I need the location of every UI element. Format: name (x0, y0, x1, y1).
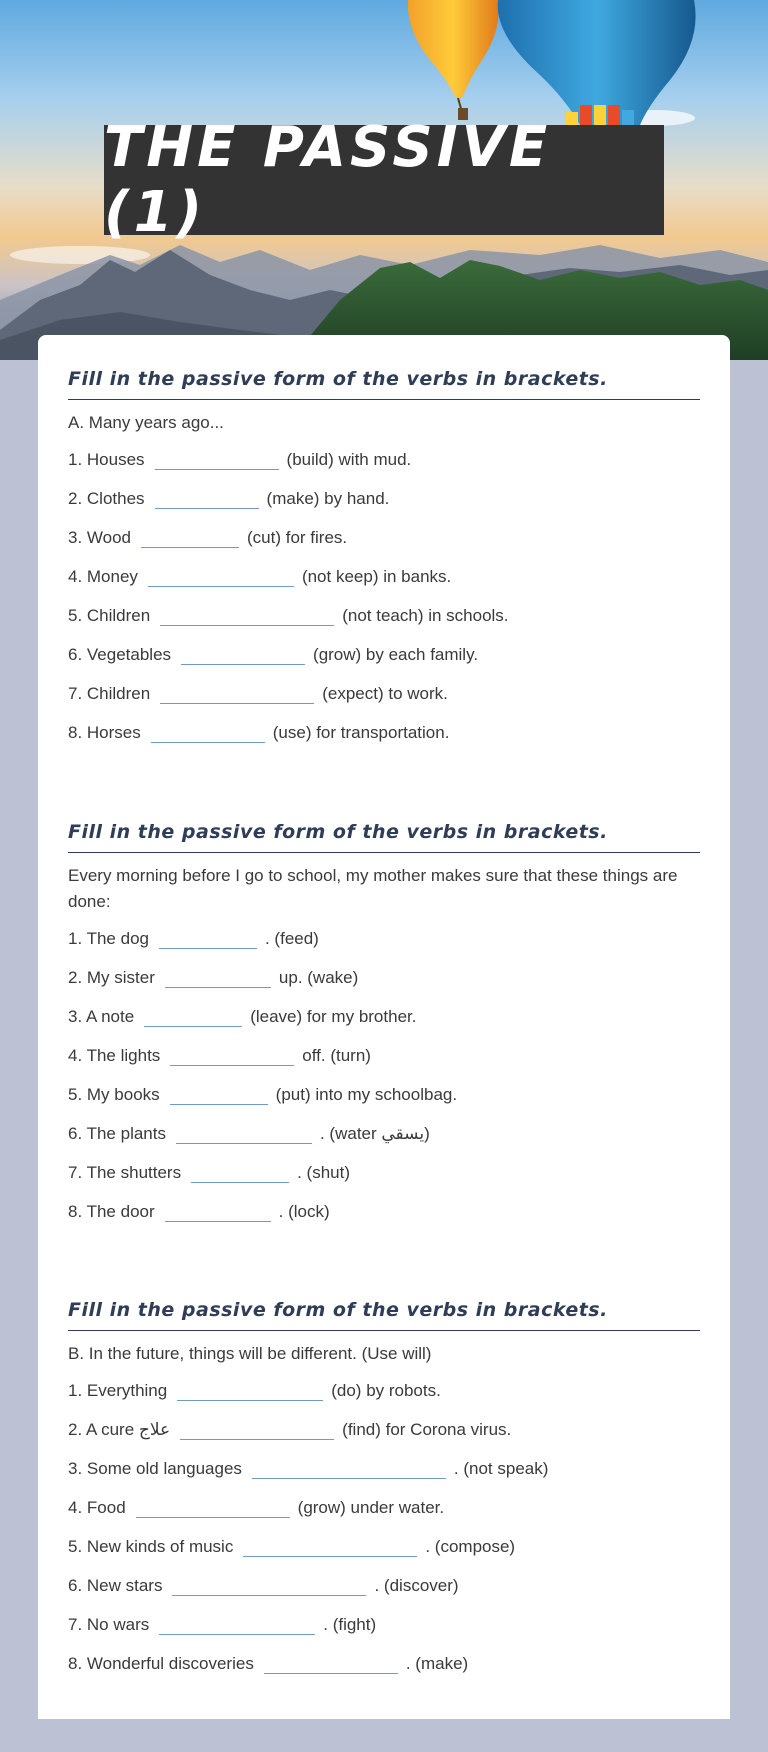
question-text: 7. The shutters (68, 1163, 182, 1182)
section-intro: Every morning before I go to school, my mother makes sure that these things are done: (68, 866, 678, 911)
title-banner (104, 115, 664, 245)
question-row (68, 1410, 700, 1449)
answer-blank[interactable] (177, 1378, 323, 1401)
answer-blank[interactable] (160, 681, 314, 704)
question-hint: . (water يسقي) (319, 1124, 430, 1143)
answer-blank[interactable] (243, 1534, 417, 1557)
answer-blank[interactable] (155, 486, 259, 509)
question-row (68, 440, 700, 479)
question-text: 4. Food (68, 1498, 126, 1517)
answer-blank[interactable] (151, 720, 265, 743)
answer-blank[interactable] (165, 1199, 271, 1222)
answer-blank[interactable] (160, 603, 334, 626)
exercise-section-1 (68, 365, 700, 752)
question-row (68, 958, 700, 997)
answer-blank[interactable] (155, 447, 279, 470)
question-text: 1. Everything (68, 1381, 168, 1400)
question-row (68, 479, 700, 518)
question-row (68, 596, 700, 635)
question-text: 3. Wood (68, 528, 132, 547)
question-hint: . (discover) (374, 1576, 459, 1595)
answer-blank[interactable] (165, 965, 271, 988)
question-text: 4. The lights (68, 1046, 161, 1065)
question-text: 2. Clothes (68, 489, 145, 508)
question-hint: (build) with mud. (286, 450, 412, 469)
question-hint: (put) into my schoolbag. (275, 1085, 458, 1104)
answer-blank[interactable] (141, 525, 239, 548)
question-row (68, 557, 700, 596)
question-text: 3. Some old languages (68, 1459, 242, 1478)
question-text: 2. My sister (68, 968, 155, 987)
section-heading: Fill in the passive form of the verbs in brackets. (68, 365, 700, 400)
answer-blank[interactable] (136, 1495, 290, 1518)
question-row (68, 919, 700, 958)
section-heading: Fill in the passive form of the verbs in brackets. (68, 1296, 700, 1331)
section-intro: B. In the future, things will be different. (Use will) (68, 1344, 432, 1363)
question-hint: (find) for Corona virus. (342, 1420, 512, 1439)
question-hint: off. (turn) (302, 1046, 371, 1065)
question-row (68, 1488, 700, 1527)
question-text: 3. A note (68, 1007, 135, 1026)
answer-blank[interactable] (170, 1043, 294, 1066)
question-row (68, 1153, 700, 1192)
answer-blank[interactable] (191, 1160, 289, 1183)
answer-blank[interactable] (148, 564, 294, 587)
question-row (68, 1644, 700, 1683)
exercise-section-2 (68, 818, 700, 1231)
question-text: 6. The plants (68, 1124, 166, 1143)
question-text: 5. Children (68, 606, 151, 625)
question-text: 5. My books (68, 1085, 160, 1104)
question-row (68, 1566, 700, 1605)
answer-blank[interactable] (176, 1121, 312, 1144)
question-hint: . (fight) (323, 1615, 377, 1634)
answer-blank[interactable] (144, 1004, 242, 1027)
worksheet-card (38, 335, 730, 1719)
question-row (68, 1527, 700, 1566)
exercise-section-3 (68, 1296, 700, 1683)
question-hint: (grow) by each family. (313, 645, 479, 664)
question-hint: . (shut) (297, 1163, 350, 1182)
question-text: 7. No wars (68, 1615, 150, 1634)
question-hint: (not teach) in schools. (342, 606, 509, 625)
question-text: 1. Houses (68, 450, 145, 469)
question-row (68, 997, 700, 1036)
question-hint: (leave) for my brother. (250, 1007, 417, 1026)
question-hint: . (feed) (264, 929, 319, 948)
answer-blank[interactable] (170, 1082, 268, 1105)
question-row (68, 1371, 700, 1410)
answer-blank[interactable] (172, 1573, 366, 1596)
question-hint: up. (wake) (278, 968, 359, 987)
answer-blank[interactable] (159, 926, 257, 949)
question-text: 5. New kinds of music (68, 1537, 234, 1556)
question-hint: (cut) for fires. (247, 528, 348, 547)
question-row (68, 1075, 700, 1114)
answer-blank[interactable] (252, 1456, 446, 1479)
question-hint: . (compose) (425, 1537, 516, 1556)
question-hint: (use) for transportation. (272, 723, 450, 742)
question-row (68, 1036, 700, 1075)
question-row (68, 518, 700, 557)
question-text: 6. Vegetables (68, 645, 172, 664)
question-row (68, 1449, 700, 1488)
question-hint: . (not speak) (453, 1459, 549, 1478)
question-row (68, 674, 700, 713)
question-hint: . (make) (405, 1654, 469, 1673)
question-text: 4. Money (68, 567, 138, 586)
question-hint: (grow) under water. (297, 1498, 445, 1517)
answer-blank[interactable] (159, 1612, 315, 1635)
answer-blank[interactable] (180, 1417, 334, 1440)
section-intro: A. Many years ago... (68, 413, 224, 432)
question-text: 8. The door (68, 1202, 155, 1221)
question-text: 1. The dog (68, 929, 149, 948)
question-text: 7. Children (68, 684, 151, 703)
question-text: 6. New stars (68, 1576, 163, 1595)
question-hint: (not keep) in banks. (301, 567, 452, 586)
question-text: 8. Horses (68, 723, 141, 742)
answer-blank[interactable] (264, 1651, 398, 1674)
question-hint: (do) by robots. (331, 1381, 441, 1400)
question-text: 2. A cure علاج (68, 1420, 171, 1439)
question-hint: (make) by hand. (266, 489, 390, 508)
page-title: THE PASSIVE (1) (104, 115, 552, 245)
question-row (68, 713, 700, 752)
question-hint: . (lock) (278, 1202, 330, 1221)
question-hint: (expect) to work. (322, 684, 448, 703)
question-row (68, 635, 700, 674)
answer-blank[interactable] (181, 642, 305, 665)
question-row (68, 1605, 700, 1644)
question-row (68, 1192, 700, 1231)
section-heading: Fill in the passive form of the verbs in brackets. (68, 818, 700, 853)
question-text: 8. Wonderful discoveries (68, 1654, 254, 1673)
question-row (68, 1114, 700, 1153)
